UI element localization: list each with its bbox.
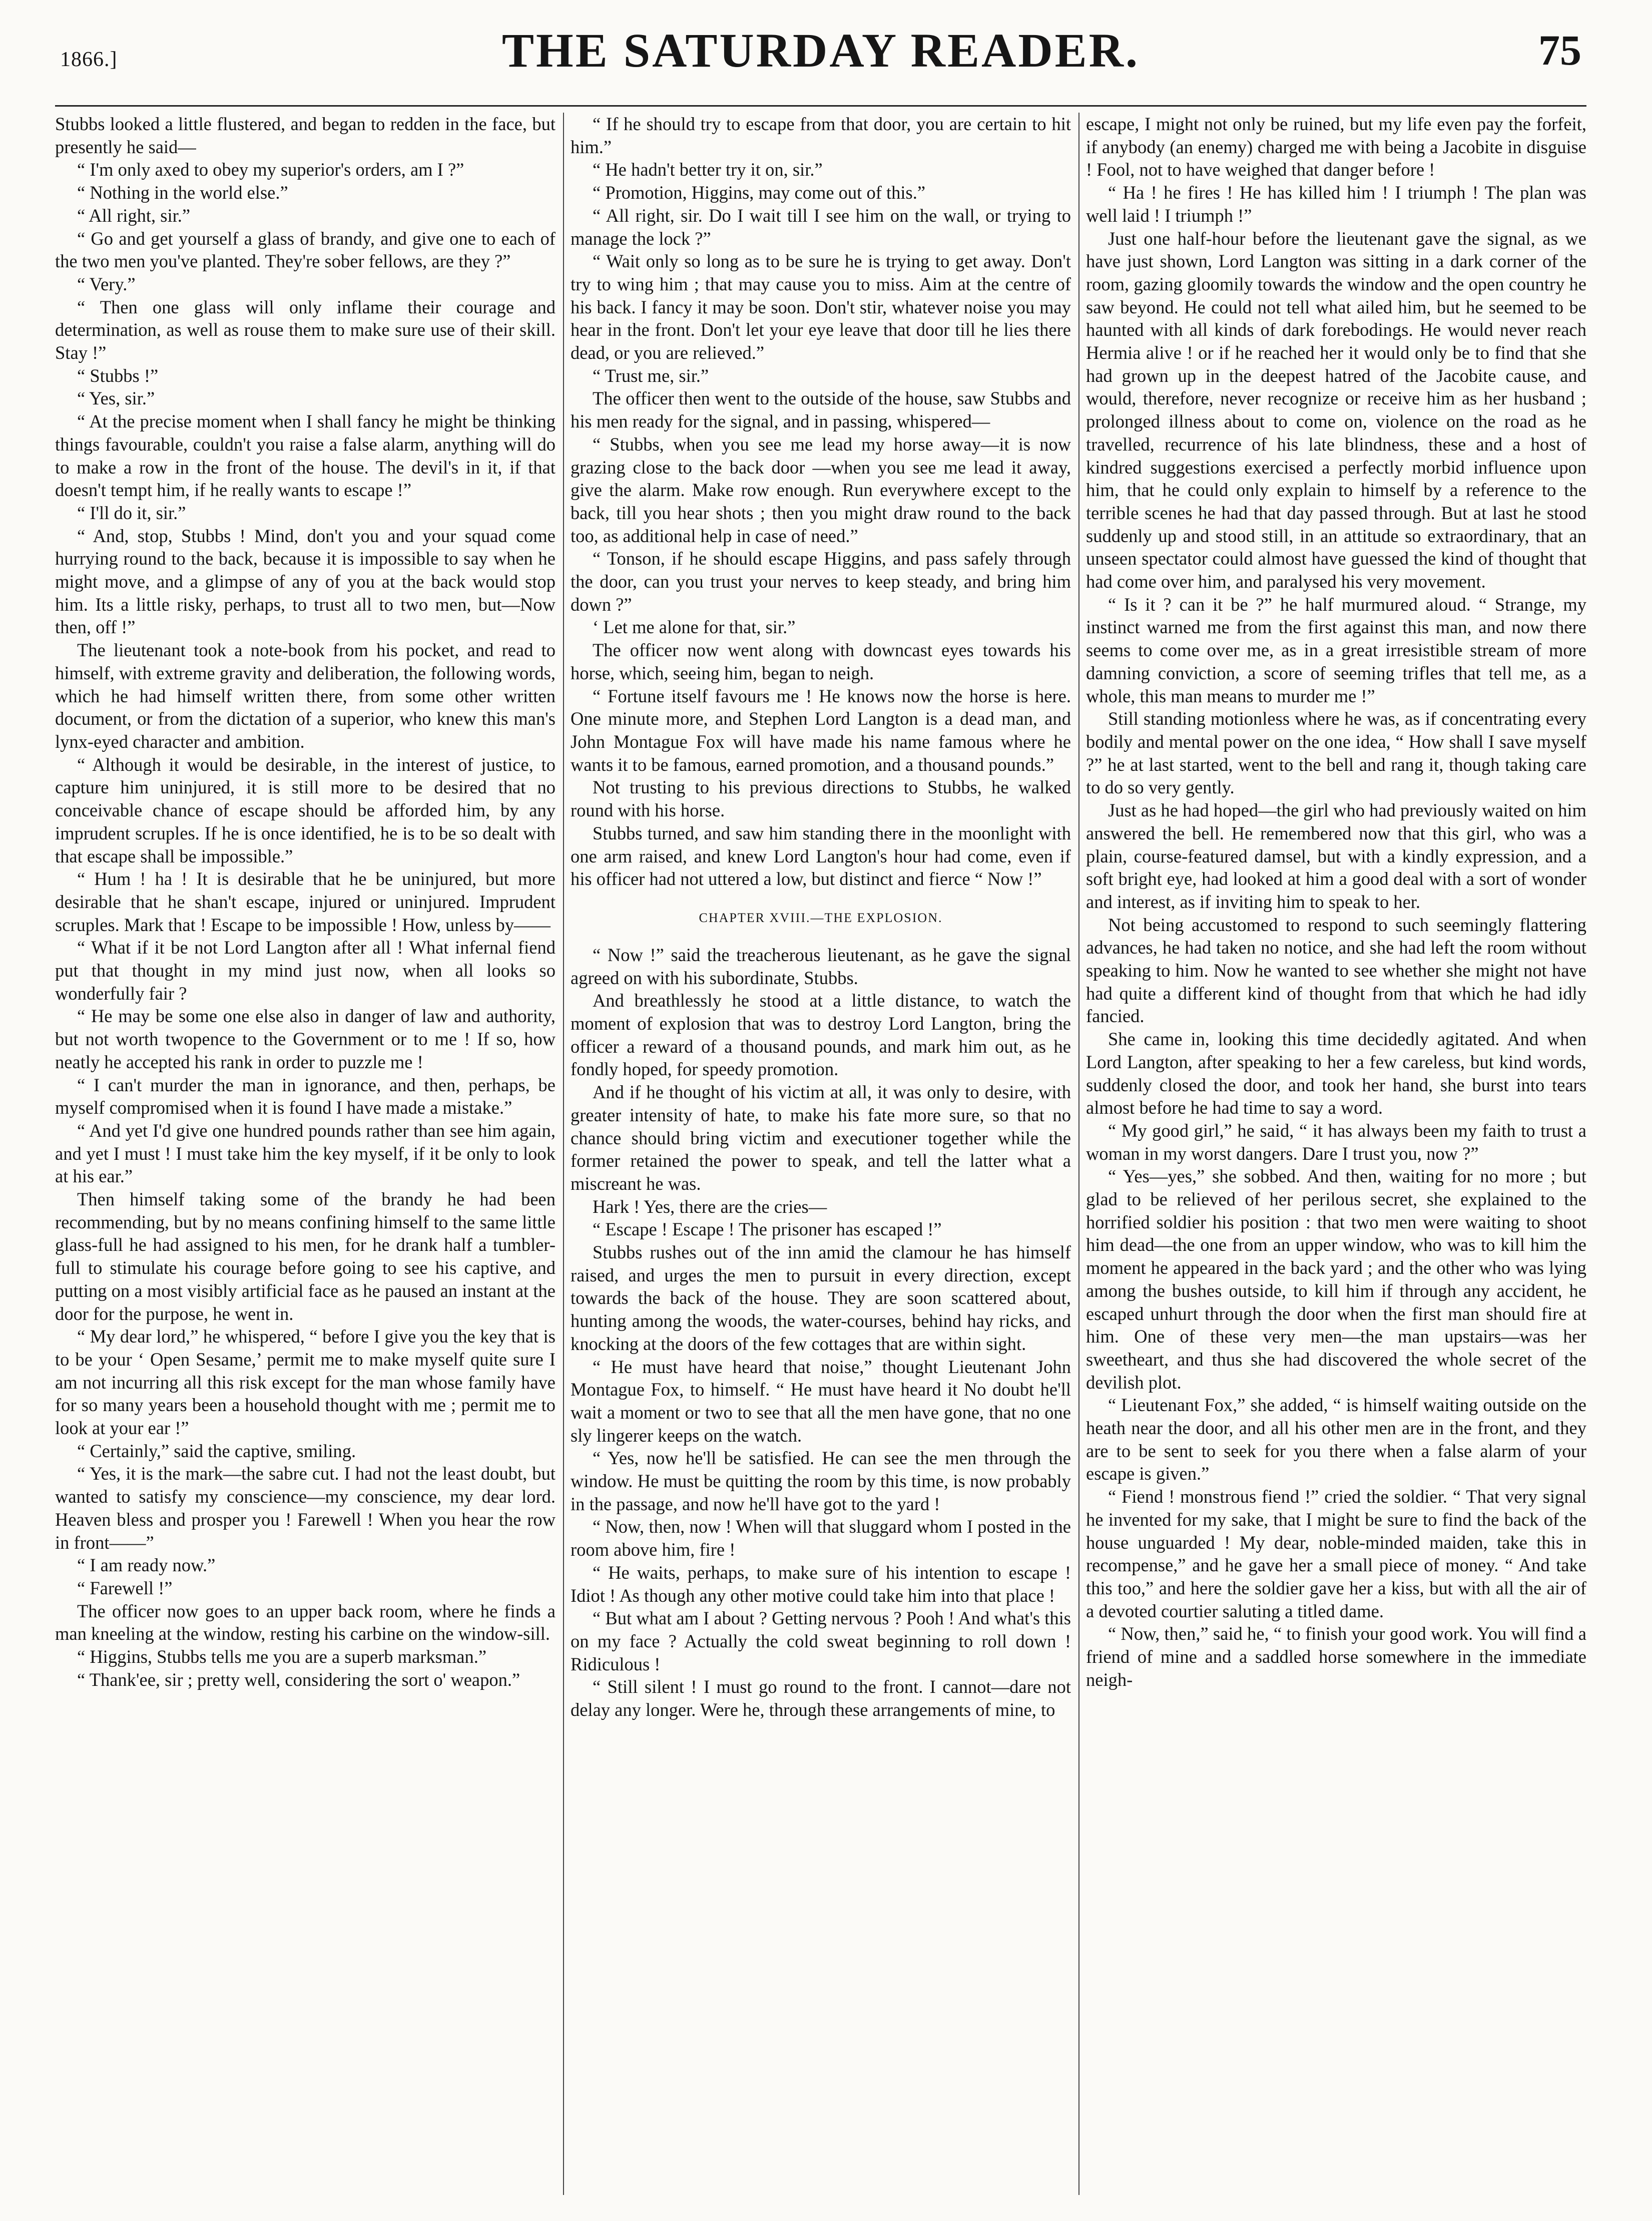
paragraph: “ Now, then, now ! When will that sluggard whom I posted in the room above him, fire ! (571, 1516, 1071, 1560)
paragraph: “ Fortune itself favours me ! He knows now the horse is here. One minute more, and Stephen Lord Langton is a dead man, and John Montague Fox will have made his name famous where he wants it to be famous, earned promotion, and a thousand pounds.” (571, 685, 1071, 775)
paragraph: Still standing motionless where he was, as if concentrating every bodily and mental power on the one idea, “ How shall I save myself ?” he at last started, went to the bell and rang it, though taking care to do so very gently. (1086, 708, 1586, 798)
paragraph: Stubbs rushes out of the inn amid the clamour he has himself raised, and urges the men to pursuit in every direction, except towards the back of the house. They are soon scattered about, hunting among the woods, the water-courses, behind hay ricks, and knocking at the doors of the few cottages that are within sight. (571, 1242, 1071, 1354)
paragraph: “ Go and get yourself a glass of brandy, and give one to each of the two men you've planted. They're sober fellows, are they ?” (55, 228, 556, 272)
paragraph: “ Certainly,” said the captive, smiling. (77, 1440, 356, 1461)
paragraph: “ He may be some one else also in danger of law and authority, but not worth twopence to the Government or to me ! If so, how neatly he accepted his rank in order to puzzle me ! (55, 1006, 556, 1072)
paragraph: escape, I might not only be ruined, but my life even pay the forfeit, if anybody (an enemy) charged me with being a Jacobite in disguise ! Fool, not to have weighed that danger before ! (1086, 114, 1586, 180)
column-divider (1078, 113, 1079, 2195)
paragraph: “ Yes, sir.” (77, 388, 155, 409)
paragraph: And if he thought of his victim at all, it was only to desire, with greater intensity of hate, to make his fate more sure, so that no chance should bring victim and executioner together while the former retained the power to speak, and tell the latter what a miscreant he was. (571, 1082, 1071, 1194)
paragraph: “ Yes—yes,” she sobbed. And then, waiting for no more ; but glad to be relieved of her perilous secret, she explained to the horrified soldier his position : that two men were waiting to shoot him dead—the one from an upper window, who was to kill him the moment he appeared in the back yard ; and the other who was lying among the bushes outside, to kill him if through any accident, he escaped unhurt through the door when the first man should fire at him. One of these very men—the man upstairs—was her sweetheart, and thus she had discovered the whole secret of the devilish plot. (1086, 1166, 1586, 1393)
paragraph: “ Thank'ee, sir ; pretty well, considering the sort o' weapon.” (77, 1669, 520, 1690)
paragraph: “ What if it be not Lord Langton after all ! What infernal fiend put that thought in my mind just now, when all looks so wonderfully fair ? (55, 937, 556, 1004)
paragraph: “ He hadn't better try it on, sir.” (593, 159, 823, 180)
paragraph: The officer now went along with downcast eyes towards his horse, which, seeing him, began to neigh. (571, 640, 1071, 683)
paragraph: “ Still silent ! I must go round to the front. I cannot—dare not delay any longer. Were he, through these arrangements of mine, to (571, 1676, 1071, 1720)
paragraph: Hark ! Yes, there are the cries— (593, 1196, 827, 1217)
paragraph: “ Promotion, Higgins, may come out of this.” (593, 182, 926, 203)
paragraph: Then himself taking some of the brandy he had been recommending, but by no means confining himself to the same little glass-full he had assigned to his men, for he drank half a tumbler-full to stimulate his courage before going to see his captive, and putting on a most visibly artificial face as he paused an instant at the door for the purpose, he went in. (55, 1189, 556, 1324)
paragraph: “ Farewell !” (77, 1578, 173, 1598)
page-number: 75 (1538, 26, 1581, 74)
paragraph: “ My good girl,” he said, “ it has always been my faith to trust a woman in my worst dangers. Dare I trust you, now ?” (1086, 1120, 1586, 1164)
paragraph: “ Wait only so long as to be sure he is trying to get away. Don't try to wing him ; that may cause you to miss. Aim at the centre of his back. I fancy it may be soon. Don't stir, whatever noise you may hear in the front. Don't let your eye leave that door till he lies there dead, or you are relieved.” (571, 251, 1071, 363)
masthead (55, 20, 1586, 110)
paragraph: Not being accustomed to respond to such seemingly flattering advances, he had taken no notice, and she had left the room without speaking to him. Now he wanted to see whether she might not have had quite a different kind of thought from that which he had idly fancied. (1086, 914, 1586, 1027)
paragraph: “ All right, sir.” (77, 205, 191, 226)
paragraph: “ Stubbs !” (77, 365, 159, 386)
column-divider (563, 113, 564, 2195)
paragraph: “ Ha ! he fires ! He has killed him ! I triumph ! The plan was well laid ! I triumph !” (1086, 182, 1586, 226)
paragraph: And breathlessly he stood at a little distance, to watch the moment of explosion that was to destroy Lord Langton, bring the officer a reward of a thousand pounds, and mark him out, as he fondly hoped, for speedy promotion. (571, 990, 1071, 1080)
paragraph: “ At the precise moment when I shall fancy he might be thinking things favourable, couldn't you raise a false alarm, anything will do to make a row in the front of the house. The devil's in it, if that doesn't tempt him, if he really wants to escape !” (55, 411, 556, 501)
paragraph: “ My dear lord,” he whispered, “ before I give you the key that is to be your ‘ Open Sesame,’ permit me to make myself quite sure I am not incurring all this risk except for the man whose family have for so many years been a household thought with me ; permit me to look at your ear !” (55, 1326, 556, 1439)
publication-title: THE SATURDAY READER. (502, 24, 1140, 77)
paragraph: Stubbs looked a little flustered, and began to redden in the face, but presently he said— (55, 114, 556, 157)
chapter-heading: CHAPTER XVIII.—THE EXPLOSION. (699, 910, 943, 925)
paragraph: “ Now, then,” said he, “ to finish your good work. You will find a friend of mine and a saddled horse somewhere in the immediate neigh- (1086, 1623, 1586, 1690)
paragraph: The officer then went to the outside of the house, saw Stubbs and his men ready for the signal, and in passing, whispered— (571, 388, 1071, 432)
paragraph: “ If he should try to escape from that door, you are certain to hit him.” (571, 114, 1071, 157)
paragraph: The lieutenant took a note-book from his pocket, and read to himself, with extreme gravity and deliberation, the following words, which he had himself written there, from some other written document, or from the dictation of a superior, who knew this man's lynx-eyed character and ambition. (55, 640, 556, 752)
paragraph: “ He waits, perhaps, to make sure of his intention to escape ! Idiot ! As though any other motive could take him into that place ! (571, 1562, 1071, 1606)
paragraph: Stubbs turned, and saw him standing there in the moonlight with one arm raised, and knew Lord Langton's hour had come, even if his officer had not uttered a low, but distinct and fierce “ Now !” (571, 822, 1071, 890)
paragraph: “ I can't murder the man in ignorance, and then, perhaps, be myself compromised when it is found I have made a mistake.” (55, 1074, 556, 1118)
paragraph: “ He must have heard that noise,” thought Lieutenant John Montague Fox, to himself. “ He must have heard it No doubt he'll wait a moment or two to see that all the men have gone, that no one sly lingerer keeps on the watch. (571, 1356, 1071, 1446)
paragraph: “ Yes, now he'll be satisfied. He can see the men through the window. He must be quitting the room by this time, is now probably in the passage, and now he'll have got to the yard ! (571, 1448, 1071, 1514)
paragraph: “ Then one glass will only inflame their courage and determination, as well as rouse them to make sure use of their skill. Stay !” (55, 296, 556, 363)
paragraph: ‘ Let me alone for that, sir.” (593, 617, 796, 638)
paragraph: “ Although it would be desirable, in the interest of justice, to capture him uninjured, it is still more to be desired that no conceivable chance of escape should be afforded him, by any imprudent scruples. If he is once identified, he is to be so dealt with that escape shall be impossible.” (55, 754, 556, 866)
paragraph: “ I'm only axed to obey my superior's orders, am I ?” (77, 159, 464, 180)
column-1 (55, 113, 556, 2205)
paragraph: “ Is it ? can it be ?” he half murmured aloud. “ Strange, my instinct warned me from the first against this man, and now there seems to come over me, as in a great irresistible stream of more damning conviction, a score of seeming trifles that tell me, as a whole, this man means to murder me !” (1086, 594, 1586, 706)
column-2 (571, 113, 1071, 2205)
paragraph: “ But what am I about ? Getting nervous ? Pooh ! And what's this on my face ? Actually the cold sweat beginning to roll down ! Ridiculous ! (571, 1608, 1071, 1674)
paragraph: “ Lieutenant Fox,” she added, “ is himself waiting outside on the heath near the door, and all his other men are in the front, and they are to be sent to seek for you there when a false alarm of your escape is given.” (1086, 1395, 1586, 1484)
paragraph: “ Tonson, if he should escape Higgins, and pass safely through the door, can you trust your nerves to keep steady, and bring him down ?” (571, 548, 1071, 615)
paragraph: “ Fiend ! monstrous fiend !” cried the soldier. “ That very signal he invented for my sake, that I might be sure to find the back of the house unguarded ! My dear, noble-minded maiden, take this in recompense,” and he gave her a small piece of money. “ And take this too,” and here the soldier gave her a kiss, but with all the air of a devoted courtier saluting a titled dame. (1086, 1486, 1586, 1621)
paragraph: Not trusting to his previous directions to Stubbs, he walked round with his horse. (571, 777, 1071, 821)
paragraph: “ Yes, it is the mark—the sabre cut. I had not the least doubt, but wanted to satisfy my conscience—my conscience, my dear lord. Heaven bless and prosper you ! Farewell ! When you hear the row in front——” (55, 1463, 556, 1553)
paragraph: “ Escape ! Escape ! The prisoner has escaped !” (593, 1219, 942, 1240)
paragraph: “ And yet I'd give one hundred pounds rather than see him again, and yet I must ! I must take him the key myself, if it be only to look at his ear.” (55, 1120, 556, 1187)
paragraph: “ Very.” (77, 273, 136, 294)
column-3 (1086, 113, 1586, 2205)
paragraph: The officer now goes to an upper back room, where he finds a man kneeling at the window, resting his carbine on the window-sill. (55, 1600, 556, 1644)
paragraph: Just as he had hoped—the girl who had previously waited on him answered the bell. He remembered now that this girl, who was a plain, course-featured damsel, but with a kindly expression, and a soft bright eye, had looked at him a good deal with a sort of wonder and interest, as if inviting him to speak to her. (1086, 800, 1586, 912)
paragraph: “ Nothing in the world else.” (77, 182, 288, 203)
paragraph: “ I am ready now.” (77, 1555, 216, 1576)
paragraph: “ I'll do it, sir.” (77, 502, 186, 523)
paragraph: “ All right, sir. Do I wait till I see him on the wall, or trying to manage the lock ?” (571, 205, 1071, 249)
issue-year: 1866.] (60, 48, 118, 71)
paragraph: “ Now !” said the treacherous lieutenant, as he gave the signal agreed on with his subordinate, Stubbs. (571, 944, 1071, 988)
paragraph: Just one half-hour before the lieutenant gave the signal, as we have just shown, Lord Langton was sitting in a dark corner of the room, gazing gloomily towards the window and the open country he saw beyond. He could not tell what ailed him, but he seemed to be haunted with all kinds of dark forebodings. He would never reach Hermia alive ! or if he reached her it would only be to find that she had grown up in the deepest hatred of the Jacobite cause, and would, therefore, never recognize or receive him as her husband ; prolonged illness about to come on, violence on the road as he travelled, recurrence of his late blindness, these and a host of kindred suggestions exercised a perfectly morbid influence upon him, that he could only explain to himself by a reference to the terrible scenes he had that day passed through. But at last he stood suddenly up and stood still, in an attitude so extraordinary, that an unseen spectator could almost have guessed the kind of thought that had come over him, and paralysed his very movement. (1086, 228, 1586, 592)
paragraph: “ Higgins, Stubbs tells me you are a superb marksman.” (77, 1646, 487, 1667)
paragraph: “ Hum ! ha ! It is desirable that he be uninjured, but more desirable that he shan't escape, injured or uninjured. Imprudent scruples. Mark that ! Escape to be impossible ! How, unless by—— (55, 868, 556, 935)
paragraph: “ Trust me, sir.” (593, 365, 709, 386)
masthead-rule (55, 105, 1586, 107)
paragraph: “ Stubbs, when you see me lead my horse away—it is now grazing close to the back door —when you see me lead it away, give the alarm. Make row enough. Run everywhere except to the back, till you hear shots ; then you might draw round to the back too, as additional help in case of need.” (571, 433, 1071, 546)
paragraph: “ And, stop, Stubbs ! Mind, don't you and your squad come hurrying round to the back, because it is impossible to say when he might move, and a glimpse of any of you at the back would stop him. Its a little risky, perhaps, to trust all to two men, but—Now then, off !” (55, 525, 556, 638)
paragraph: She came in, looking this time decidedly agitated. And when Lord Langton, after speaking to her a few careless, but kind words, suddenly closed the door, and took her hand, she burst into tears almost before he had time to say a word. (1086, 1029, 1586, 1118)
newspaper-page (55, 20, 1586, 2212)
